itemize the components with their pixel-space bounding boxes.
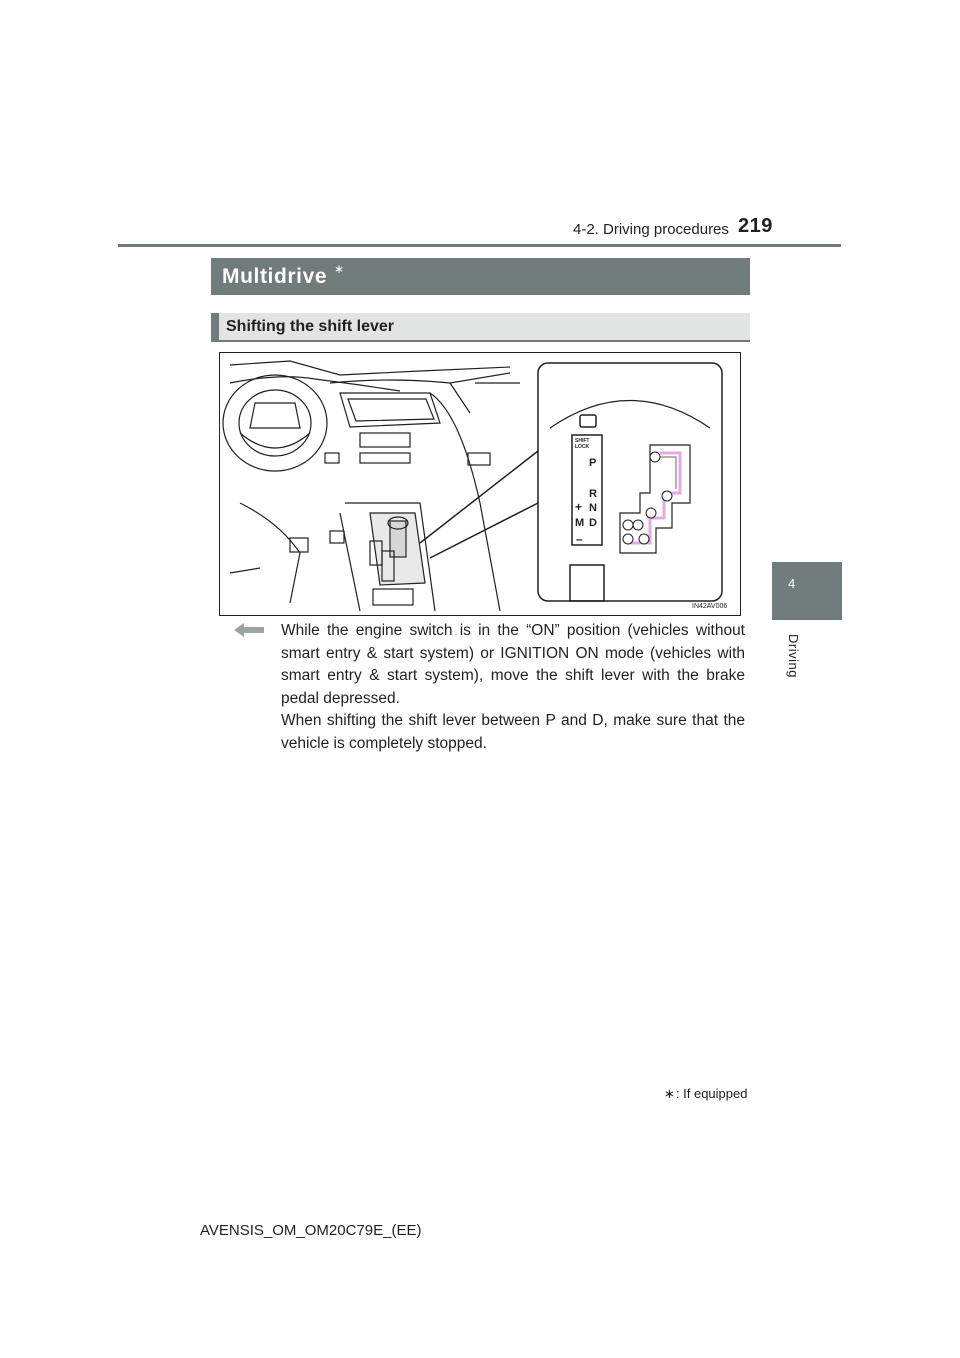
body-paragraph-2: When shifting the shift lever between P and D, make sure that the vehicle is completely stopped. xyxy=(281,712,745,752)
display-screen xyxy=(340,393,440,427)
body-text xyxy=(281,620,745,755)
shift-lock-label-2: LOCK xyxy=(575,444,590,450)
figure-id: IN42AV006 xyxy=(692,603,728,610)
gear-n: N xyxy=(589,502,597,514)
document-code: AVENSIS_OM_OM20C79E_(EE) xyxy=(200,1222,422,1239)
chapter-number: 4 xyxy=(788,576,796,591)
plus-symbol: + xyxy=(575,500,583,514)
chapter-label: Driving xyxy=(786,634,801,678)
footnote-text: : If equipped xyxy=(675,1086,748,1101)
callout-line-bottom xyxy=(430,503,538,558)
gear-m: M xyxy=(575,517,585,529)
minus-symbol: – xyxy=(576,532,583,546)
dashboard-line xyxy=(230,361,510,375)
shift-lock-label-1: SHIFT xyxy=(575,438,590,444)
subsection-title: Shifting the shift lever xyxy=(226,318,395,335)
gear-d: D xyxy=(589,517,597,529)
shift-lever-illustration xyxy=(219,352,741,616)
footnote-mark: ∗ xyxy=(664,1086,675,1101)
body-paragraph-1: While the engine switch is in the “ON” position (vehicles without smart entry & start system) or IGNITION ON mode (vehicles with smart entry & start system), move the shift lever with the brake pedal depressed. xyxy=(281,622,745,707)
gear-p: P xyxy=(589,457,597,469)
chapter-tab xyxy=(772,562,842,620)
zoom-panel xyxy=(538,363,722,601)
subsection-divider xyxy=(211,340,750,342)
illustration-svg xyxy=(220,353,740,615)
section-title: Multidrive xyxy=(222,265,328,288)
footnote xyxy=(664,1086,747,1102)
left-arrow-icon xyxy=(234,623,264,637)
gear-r: R xyxy=(589,488,597,500)
equipped-mark: ∗ xyxy=(334,262,345,276)
page-number: 219 xyxy=(738,215,773,237)
header-divider xyxy=(118,244,841,247)
subsection-accent xyxy=(211,313,219,340)
running-header-section: 4-2. Driving procedures xyxy=(573,221,729,238)
